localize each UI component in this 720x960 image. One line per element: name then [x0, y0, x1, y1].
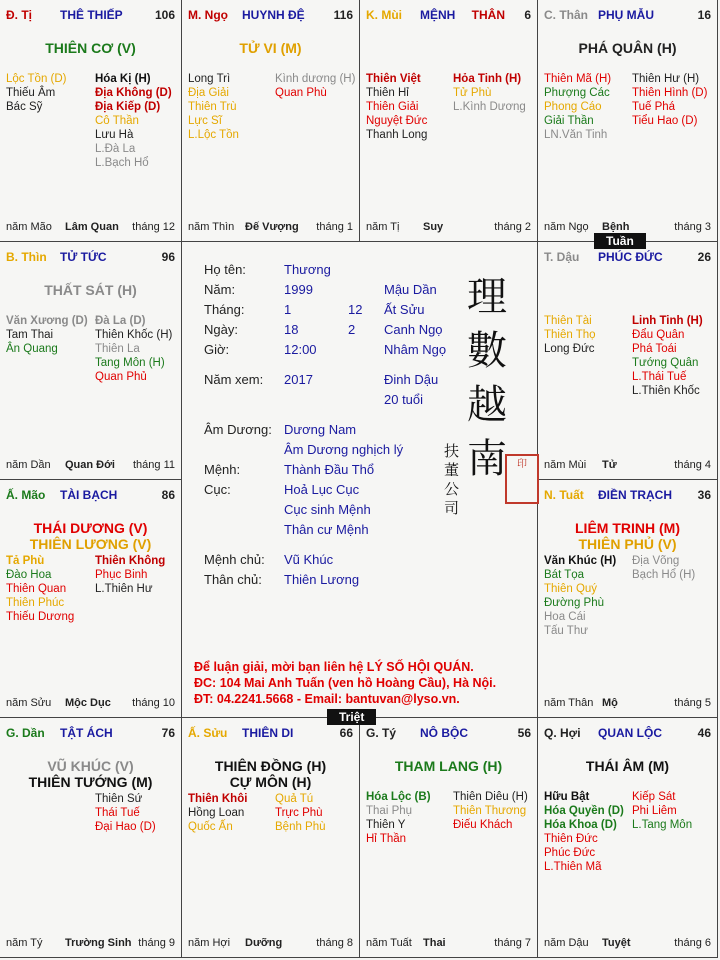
- footer-month: tháng 6: [674, 937, 711, 949]
- palace-name: THÊ THIẾP: [60, 8, 123, 22]
- minor-star: Tuế Phá: [632, 101, 676, 113]
- minor-star: Tử Phù: [453, 87, 492, 99]
- palace-header: [6, 250, 175, 266]
- minor-stars-right: [632, 314, 703, 398]
- minor-stars-right: [632, 554, 695, 582]
- palace-cell-ngo[interactable]: [182, 0, 360, 242]
- footer-stage: Mộc Dục: [65, 697, 111, 709]
- calligraphy-sub-seal: 扶 董 公 司: [444, 442, 460, 517]
- minor-star: Thiên Hỉ: [366, 87, 409, 99]
- minor-star: Lưu Hà: [95, 129, 134, 141]
- major-star: THIÊN LƯƠNG (V): [29, 536, 152, 552]
- minor-stars-right: [632, 72, 707, 128]
- palace-name: HUYNH ĐỆ: [242, 8, 305, 22]
- minor-star: Địa Không (D): [95, 87, 172, 99]
- branch-label: T. Dậu: [544, 250, 580, 264]
- minor-star: Hỉ Thần: [366, 833, 407, 845]
- minor-star: Thiên La: [95, 343, 140, 355]
- palace-number: 106: [154, 8, 175, 22]
- minor-star: Thiên Trù: [188, 101, 237, 113]
- minor-star: LN.Văn Tinh: [544, 129, 608, 141]
- minor-star: Thiên Thọ: [544, 329, 596, 341]
- palace-number: 86: [161, 488, 175, 502]
- footer-stage: Trường Sinh: [65, 937, 132, 949]
- info-value: Vũ Khúc: [284, 552, 334, 567]
- palace-name: MỆNH: [420, 8, 456, 22]
- minor-star: Hóa Lộc (B): [366, 791, 431, 803]
- minor-star: Thiên Việt: [366, 73, 421, 85]
- contact-line-3: ĐT: 04.2241.5668 - Email: bantuvan@lyso.vn.: [194, 692, 460, 706]
- minor-star: Kình dương (H): [275, 73, 356, 85]
- branch-label: Ấ. Mão: [6, 488, 46, 502]
- minor-star: Giải Thần: [544, 115, 594, 127]
- footer-month: tháng 8: [316, 937, 353, 949]
- palace-footer: [188, 937, 353, 951]
- minor-star: Thiên Diêu (H): [453, 791, 528, 803]
- minor-star: Đào Hoa: [6, 569, 52, 581]
- minor-star: Thiên Hư (H): [632, 73, 700, 85]
- minor-stars-left: [544, 72, 611, 142]
- info-canchi: Mậu Dần: [384, 282, 437, 297]
- info-canchi: Nhâm Ngọ: [384, 342, 447, 357]
- minor-star: Thiên Phúc: [6, 597, 65, 609]
- palace-number: 46: [697, 726, 711, 740]
- minor-stars-right: [95, 554, 165, 596]
- minor-star: Hỏa Tinh (H): [453, 73, 522, 85]
- info-label: Tháng:: [204, 302, 245, 317]
- info-value: Âm Dương nghịch lý: [284, 442, 404, 457]
- palace-name: PHÚC ĐỨC: [598, 250, 663, 264]
- info-canchi: Ất Sửu: [384, 302, 425, 317]
- footer-month: tháng 4: [674, 459, 711, 471]
- info-value: Cục sinh Mệnh: [284, 502, 371, 517]
- footer-stage: Lâm Quan: [65, 221, 119, 233]
- minor-star: Thiên Hình (D): [632, 87, 708, 99]
- minor-star: Bạch Hổ (H): [632, 569, 696, 581]
- info-label: Âm Dương:: [204, 422, 272, 437]
- footer-stage: Tuyệt: [602, 937, 631, 949]
- palace-header: [544, 8, 711, 24]
- major-star: PHÁ QUÂN (H): [578, 40, 677, 56]
- minor-stars-right: [95, 792, 156, 834]
- minor-star: Bác Sỹ: [6, 101, 43, 113]
- palace-number: 66: [339, 726, 353, 740]
- minor-star: Thiên Đức: [544, 833, 598, 845]
- minor-star: Thiên Quý: [544, 583, 598, 595]
- minor-star: Địa Võng: [632, 555, 680, 567]
- minor-stars-left: [544, 554, 616, 638]
- footer-stage: Thai: [423, 937, 446, 949]
- info-canchi: Canh Ngọ: [384, 322, 443, 337]
- major-star: THAM LANG (H): [394, 758, 503, 774]
- minor-star: Địa Giải: [188, 87, 229, 99]
- footer-stage: Mộ: [602, 697, 618, 709]
- info-label: Năm xem:: [204, 372, 264, 387]
- minor-star: Địa Kiếp (D): [95, 101, 161, 113]
- minor-star: Quan Phù: [275, 87, 327, 99]
- info-label: Mệnh chủ:: [204, 552, 265, 567]
- minor-star: Hồng Loan: [188, 807, 245, 819]
- minor-star: Tang Môn (H): [95, 357, 165, 369]
- palace-footer: [6, 459, 175, 473]
- palace-cell-mao[interactable]: [0, 480, 182, 718]
- footer-stage: Đế Vượng: [245, 221, 299, 233]
- major-star: THÁI DƯƠNG (V): [33, 520, 148, 536]
- minor-star: L.Thiên Khốc: [632, 385, 700, 397]
- footer-year: năm Thìn: [188, 221, 235, 233]
- minor-star: Quan Phủ: [95, 371, 147, 383]
- minor-star: L.Thiên Mã: [544, 861, 602, 873]
- major-star: CỰ MÔN (H): [229, 774, 312, 790]
- info-value: Hoả Lục Cục: [284, 482, 360, 497]
- major-star: THÁI ÂM (M): [585, 758, 670, 774]
- palace-footer: [6, 697, 175, 711]
- major-star: THIÊN ĐỒNG (H): [214, 758, 327, 774]
- palace-cell-hoi[interactable]: [538, 718, 718, 958]
- footer-year: năm Tý: [6, 937, 43, 949]
- palace-name: PHỤ MẪU: [598, 8, 654, 22]
- minor-stars-left: [366, 72, 427, 142]
- footer-year: năm Tị: [366, 221, 400, 233]
- minor-star: Phi Liêm: [632, 805, 677, 817]
- red-stamp: 印: [505, 454, 539, 504]
- palace-number: 56: [517, 726, 531, 740]
- info-value: 1999: [284, 282, 313, 297]
- palace-number: 36: [697, 488, 711, 502]
- branch-label: C. Thân: [544, 8, 588, 22]
- minor-star: Hóa Kị (H): [95, 73, 151, 85]
- palace-footer: [544, 459, 711, 473]
- minor-star: L.Tang Môn: [632, 819, 693, 831]
- info-value: 2017: [284, 372, 313, 387]
- minor-star: Phượng Các: [544, 87, 610, 99]
- info-value: 18: [284, 322, 299, 337]
- minor-star: Phá Toái: [632, 343, 677, 355]
- minor-star: Đại Hao (D): [95, 821, 156, 833]
- minor-star: Thai Phụ: [366, 805, 413, 817]
- palace-footer: [6, 221, 175, 235]
- minor-star: Hoa Cái: [544, 611, 586, 623]
- minor-star: Văn Xương (D): [6, 315, 88, 327]
- palace-header: [6, 488, 175, 504]
- palace-cell-tuat[interactable]: [538, 480, 718, 718]
- minor-stars-left: [6, 72, 67, 114]
- branch-label: Ấ. Sửu: [188, 726, 228, 740]
- minor-star: Thiên Khôi: [188, 793, 248, 805]
- minor-star: L.Bạch Hổ: [95, 157, 149, 169]
- palace-footer: [544, 697, 711, 711]
- minor-star: Lộc Tồn (D): [6, 73, 67, 85]
- major-star: LIÊM TRINH (M): [575, 520, 680, 536]
- major-star: THIÊN PHỦ (V): [578, 536, 677, 552]
- minor-stars-left: [188, 72, 239, 142]
- minor-star: Bát Tọa: [544, 569, 585, 581]
- minor-star: Đường Phù: [544, 597, 604, 609]
- branch-label: G. Tý: [366, 726, 397, 740]
- info-value: 12:00: [284, 342, 317, 357]
- palace-number: 116: [333, 8, 353, 22]
- palace-number: 6: [524, 8, 531, 22]
- info-value: Thương: [284, 262, 331, 277]
- palace-footer: [366, 937, 531, 951]
- footer-stage: Dưỡng: [245, 937, 283, 949]
- minor-star: Thiên Y: [366, 819, 406, 831]
- palace-footer: [544, 937, 711, 951]
- minor-star: Văn Khúc (H): [544, 555, 617, 567]
- minor-star: Thiên Sứ: [95, 793, 143, 805]
- branch-label: K. Mùi: [366, 8, 402, 22]
- minor-star: Long Đức: [544, 343, 595, 355]
- minor-star: Thiên Quan: [6, 583, 67, 595]
- footer-month: tháng 7: [494, 937, 531, 949]
- palace-cell-thin[interactable]: [0, 242, 182, 480]
- minor-stars-right: [632, 790, 692, 832]
- minor-stars-left: [544, 790, 624, 874]
- minor-stars-right: [275, 72, 355, 100]
- minor-star: Ân Quang: [6, 343, 58, 355]
- info-value: Thành Đầu Thổ: [284, 462, 375, 477]
- branch-label: M. Ngọ: [188, 8, 228, 22]
- footer-month: tháng 10: [132, 697, 175, 709]
- footer-stage: Bệnh: [602, 221, 630, 233]
- footer-stage: Quan Đới: [65, 459, 115, 471]
- palace-header: [6, 726, 175, 742]
- minor-star: Nguyệt Đức: [366, 115, 428, 127]
- palace-cell-mui[interactable]: [360, 0, 538, 242]
- footer-month: tháng 5: [674, 697, 711, 709]
- minor-stars-left: [544, 314, 596, 356]
- palace-header: [544, 488, 711, 504]
- palace-number: 16: [697, 8, 711, 22]
- minor-star: L.Đà La: [95, 143, 136, 155]
- branch-label: Đ. Tị: [6, 8, 32, 22]
- palace-name: TỬ TỨC: [60, 250, 107, 264]
- footer-year: năm Dậu: [544, 937, 589, 949]
- info-label: Thân chủ:: [204, 572, 262, 587]
- footer-year: năm Mùi: [544, 459, 587, 471]
- minor-star: Cô Thần: [95, 115, 139, 127]
- minor-star: Tam Thai: [6, 329, 54, 341]
- major-star: TỬ VI (M): [239, 40, 302, 56]
- minor-star: Thiên Khốc (H): [95, 329, 173, 341]
- footer-year: năm Sửu: [6, 697, 52, 709]
- palace-header: [366, 726, 531, 742]
- minor-star: Thiếu Âm: [6, 87, 56, 99]
- footer-year: năm Ngọ: [544, 221, 589, 233]
- palace-name: NÔ BỘC: [420, 726, 468, 740]
- minor-star: Tấu Thư: [544, 625, 588, 637]
- palace-header: [544, 250, 711, 266]
- minor-star: L.Kình Dương: [453, 101, 526, 113]
- palace-footer: [188, 221, 353, 235]
- palace-header: [366, 8, 531, 24]
- minor-star: Linh Tinh (H): [632, 315, 703, 327]
- minor-stars-right: [275, 792, 326, 834]
- minor-star: Phục Binh: [95, 569, 148, 581]
- palace-cell-dan[interactable]: [0, 718, 182, 958]
- minor-star: Trực Phù: [275, 807, 323, 819]
- major-star: VŨ KHÚC (V): [47, 758, 134, 774]
- footer-month: tháng 9: [138, 937, 175, 949]
- footer-year: năm Thân: [544, 697, 594, 709]
- footer-year: năm Mão: [6, 221, 52, 233]
- info-value: Dương Nam: [284, 422, 357, 437]
- footer-year: năm Tuất: [366, 937, 412, 949]
- than-marker: THÂN: [471, 8, 505, 22]
- minor-star: Long Trì: [188, 73, 231, 85]
- minor-star: Tướng Quân: [632, 357, 699, 369]
- contact-line-1: Để luận giải, mời bạn liên hệ LÝ SỐ HỘI QUÁN.: [194, 660, 474, 674]
- minor-star: Quốc Ấn: [188, 821, 233, 833]
- palace-number: 96: [161, 250, 175, 264]
- minor-star: Thái Tuế: [95, 807, 140, 819]
- info-value: Thiên Lương: [284, 572, 360, 587]
- minor-stars-right: [95, 314, 172, 384]
- branch-label: B. Thìn: [6, 250, 47, 264]
- minor-star: Thanh Long: [366, 129, 428, 141]
- palace-footer: [366, 221, 531, 235]
- minor-stars-right: [95, 72, 172, 170]
- minor-star: Phong Cáo: [544, 101, 602, 113]
- info-label: Cục:: [204, 482, 231, 497]
- minor-star: Phúc Đức: [544, 847, 596, 859]
- palace-name: TẬT ÁCH: [60, 726, 113, 740]
- palace-cell-dau[interactable]: [538, 242, 718, 480]
- minor-star: Điếu Khách: [453, 819, 513, 831]
- minor-star: Thiên Thương: [453, 805, 527, 817]
- info-value-lunar: 2: [348, 322, 356, 337]
- minor-star: L.Lộc Tồn: [188, 129, 239, 141]
- minor-stars-left: [188, 792, 247, 834]
- tuan-tag: Tuần: [594, 233, 646, 249]
- minor-star: Thiên Tài: [544, 315, 592, 327]
- minor-stars-left: [366, 790, 431, 846]
- palace-header: [188, 726, 353, 742]
- major-star: THIÊN TƯỚNG (M): [28, 774, 153, 790]
- info-value: 1: [284, 302, 292, 317]
- minor-star: Thiên Không: [95, 555, 166, 567]
- minor-star: L.Thái Tuế: [632, 371, 687, 383]
- info-canchi: 20 tuổi: [384, 392, 424, 407]
- footer-year: năm Hợi: [188, 937, 231, 949]
- palace-name: QUAN LỘC: [598, 726, 662, 740]
- minor-star: Thiên Mã (H): [544, 73, 612, 85]
- footer-month: tháng 2: [494, 221, 531, 233]
- minor-star: L.Thiên Hư: [95, 583, 153, 595]
- palace-cell-than[interactable]: [538, 0, 718, 242]
- minor-stars-left: [6, 554, 74, 624]
- minor-star: Đẩu Quân: [632, 329, 685, 341]
- center-info-panel: [182, 242, 538, 718]
- footer-year: năm Dần: [6, 459, 51, 471]
- info-label: Năm:: [204, 282, 236, 297]
- minor-star: Thiếu Dương: [6, 611, 75, 623]
- minor-star: Tiểu Hao (D): [632, 115, 698, 127]
- minor-star: Hữu Bật: [544, 791, 590, 803]
- footer-stage: Suy: [423, 221, 444, 233]
- minor-star: Quả Tú: [275, 793, 314, 805]
- info-label: Giờ:: [204, 342, 230, 357]
- palace-footer: [6, 937, 175, 951]
- calligraphy-seal: 理 數 越 南: [467, 274, 507, 482]
- minor-stars-left: [6, 314, 88, 356]
- major-star: THẤT SÁT (H): [44, 282, 137, 298]
- palace-header: [544, 726, 711, 742]
- minor-star: Lực Sĩ: [188, 115, 222, 127]
- triet-tag: Triệt: [327, 709, 376, 725]
- footer-month: tháng 3: [674, 221, 711, 233]
- minor-star: Kiếp Sát: [632, 791, 676, 803]
- info-label: Ngày:: [204, 322, 238, 337]
- minor-star: Tả Phù: [6, 555, 45, 567]
- branch-label: G. Dần: [6, 726, 45, 740]
- info-label: Họ tên:: [204, 262, 246, 277]
- info-value: Thân cư Mệnh: [284, 522, 369, 537]
- palace-name: THIÊN DI: [242, 726, 294, 740]
- palace-name: ĐIỀN TRẠCH: [598, 488, 672, 502]
- info-value-lunar: 12: [348, 302, 363, 317]
- palace-number: 76: [161, 726, 175, 740]
- footer-month: tháng 12: [132, 221, 175, 233]
- major-star: THIÊN CƠ (V): [45, 40, 136, 56]
- contact-line-2: ĐC: 104 Mai Anh Tuấn (ven hồ Hoàng Cầu), Hà Nội.: [194, 676, 497, 690]
- minor-star: Hóa Quyền (D): [544, 805, 624, 817]
- palace-cell-ti[interactable]: [0, 0, 182, 242]
- info-canchi: Đinh Dậu: [384, 372, 439, 387]
- palace-cell-suu[interactable]: [182, 718, 360, 958]
- branch-label: Q. Hợi: [544, 726, 581, 740]
- palace-number: 26: [697, 250, 711, 264]
- info-label: Mệnh:: [204, 462, 241, 477]
- branch-label: N. Tuất: [544, 488, 584, 502]
- footer-month: tháng 11: [132, 459, 175, 471]
- minor-star: Thiên Giải: [366, 101, 419, 113]
- footer-month: tháng 1: [316, 221, 353, 233]
- minor-star: Đà La (D): [95, 315, 146, 327]
- minor-stars-right: [453, 72, 526, 114]
- palace-name: TÀI BẠCH: [60, 488, 118, 502]
- minor-star: Hóa Khoa (D): [544, 819, 617, 831]
- palace-header: [188, 8, 353, 24]
- minor-stars-right: [453, 790, 528, 832]
- footer-stage: Tử: [602, 459, 617, 471]
- minor-star: Bệnh Phù: [275, 821, 326, 833]
- palace-header: [6, 8, 175, 24]
- palace-cell-ty[interactable]: [360, 718, 538, 958]
